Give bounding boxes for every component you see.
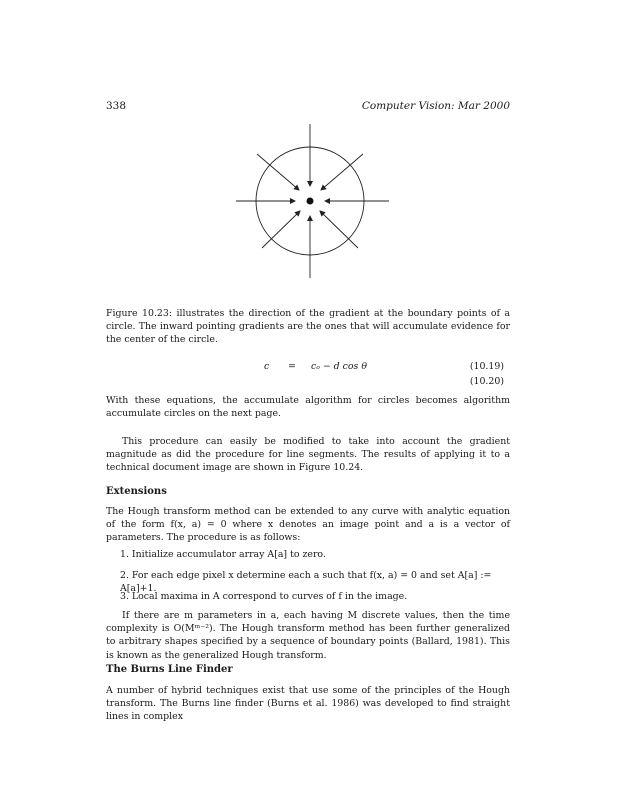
list-item: 3. Local maxima in A correspond to curves of f in the image.: [120, 591, 408, 602]
equation-number-2: (10.20): [469, 376, 504, 387]
page-number: 338: [106, 100, 127, 112]
paragraph-accumulate: With these equations, the accumulate algorithm for circles becomes algorithm accumulate circles on the next page.: [106, 395, 510, 420]
figure-caption: Figure 10.23: illustrates the direction of the gradient at the boundary points of a circle. The inward pointing gradients are the ones that will accumulate evidence for the center of the circle.: [106, 308, 510, 346]
list-item: 2. For each edge pixel x determine each a such that f(x, a) = 0 and set A[a] := A[a]+1.: [120, 570, 492, 594]
equation-lhs: c: [264, 361, 270, 372]
arrow-bottom-left: [262, 211, 300, 248]
paragraph-procedure: This procedure can easily be modified to take into account the gradient magnitude as did the procedure for line segments. The results of applying it to a technical document image are shown in Figure 10.24.: [106, 436, 510, 474]
arrow-top-left: [257, 154, 299, 190]
equation-rhs: cₒ − d cos θ: [311, 361, 367, 372]
paragraph-complexity: If there are m parameters in a, each having M discrete values, then the time complexity is O(Mᵐ⁻²). The Hough transform method has been further generalized to arbitrary shapes specified by a sequence of boundary points (Ballard, 1981). This is known as the generalized Hough transform.: [106, 610, 510, 661]
circle-gradient-figure: [232, 124, 392, 278]
section-heading-extensions: Extensions: [106, 486, 167, 497]
figure-svg: [232, 124, 392, 278]
center-point: [307, 198, 314, 205]
paragraph-extensions-intro: The Hough transform method can be extended to any curve with analytic equation of the form f(x, a) = 0 where x denotes an image point and a is a vector of parameters. The procedure is as follows:: [106, 506, 510, 544]
list-item: 1. Initialize accumulator array A[a] to zero.: [120, 549, 326, 560]
arrow-top-right: [321, 154, 363, 190]
arrow-bottom-right: [320, 211, 358, 248]
equation-operator: =: [288, 361, 296, 372]
paragraph-burns-intro: A number of hybrid techniques exist that use some of the principles of the Hough transform. The Burns line finder (Burns et al. 1986) was developed to find straight lines in complex: [106, 685, 510, 723]
running-title: Computer Vision: Mar 2000: [361, 100, 510, 112]
equation-block: [106, 361, 510, 391]
section-heading-burns: The Burns Line Finder: [106, 664, 233, 675]
equation-number-1: (10.19): [469, 361, 504, 372]
